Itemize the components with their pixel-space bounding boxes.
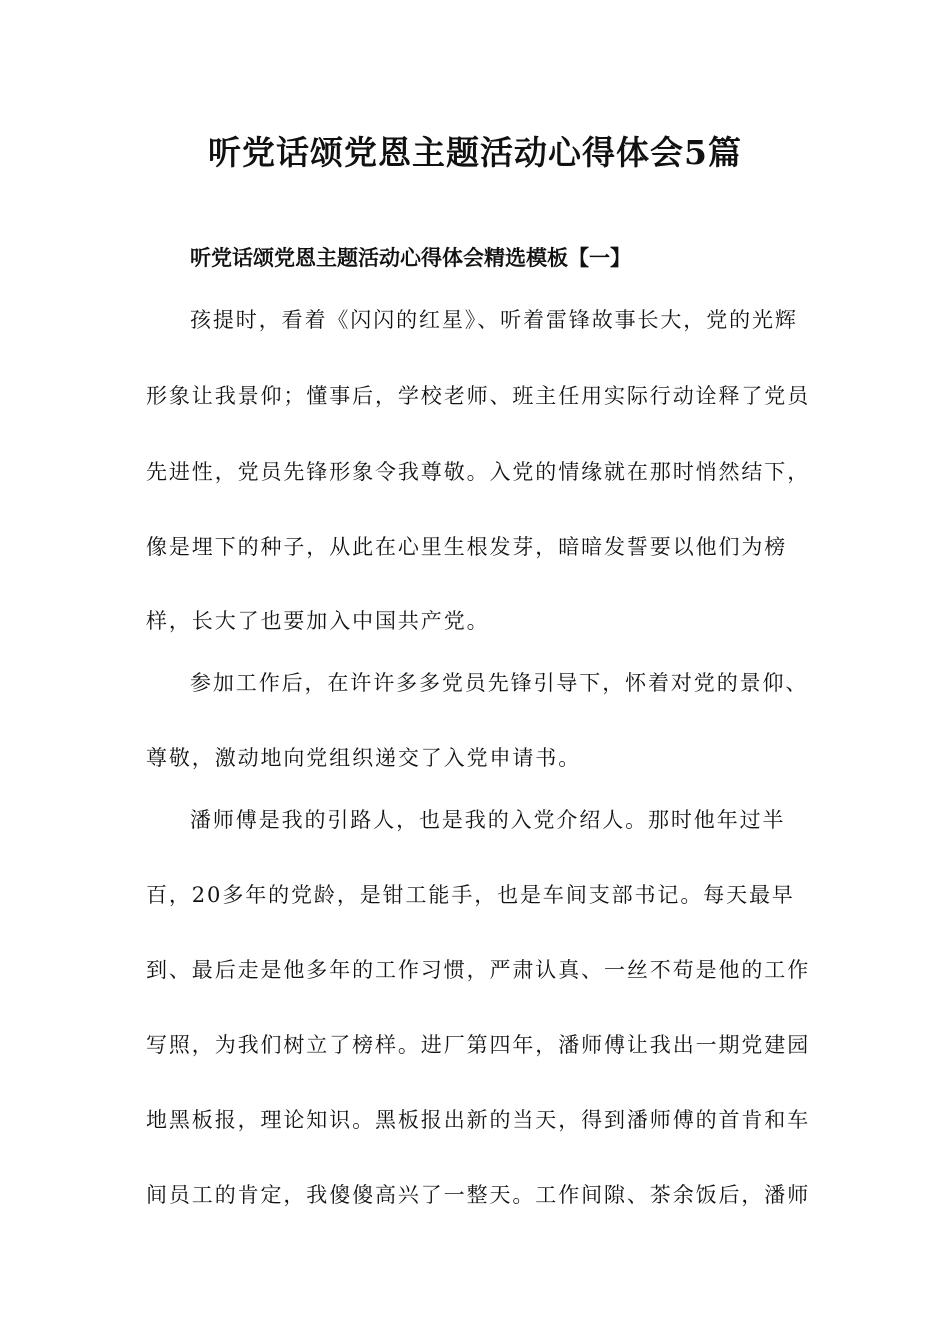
paragraph-line: 尊敬，激动地向党组织递交了入党申请书。 [146,746,582,770]
document-title: 听党话颂党恩主题活动心得体会5篇 [208,133,742,172]
paragraph-line: 百，20多年的党龄，是钳工能手，也是车间支部书记。每天最早 [146,883,795,907]
paragraph-line: 先进性，党员先锋形象令我尊敬。入党的情缘就在那时悄然结下， [146,460,811,484]
paragraph-line: 潘师傅是我的引路人，也是我的入党介绍人。那时他年过半 [190,808,786,832]
paragraph-line: 到、最后走是他多年的工作习惯，严肃认真、一丝不苟是他的工作 [146,958,811,982]
paragraph-line: 孩提时，看着《闪闪的红星》、听着雷锋故事长大，党的光辉 [190,308,798,332]
paragraph-line: 像是埋下的种子，从此在心里生根发芽，暗暗发誓要以他们为榜 [146,535,788,559]
paragraph-line: 样，长大了也要加入中国共产党。 [146,609,490,633]
paragraph-line: 地黑板报，理论知识。黑板报出新的当天，得到潘师傅的首肯和车 [146,1108,811,1132]
paragraph-line: 写照，为我们树立了榜样。进厂第四年，潘师傅让我出一期党建园 [146,1033,811,1057]
paragraph-line: 参加工作后，在许许多多党员先锋引导下，怀着对党的景仰、 [190,671,809,695]
paragraph-line: 形象让我景仰；懂事后，学校老师、班主任用实际行动诠释了党员 [146,384,811,408]
section-heading: 听党话颂党恩主题活动心得体会精选模板【一】 [190,245,631,270]
paragraph-line: 间员工的肯定，我傻傻高兴了一整天。工作间隙、茶余饭后，潘师 [146,1183,811,1207]
